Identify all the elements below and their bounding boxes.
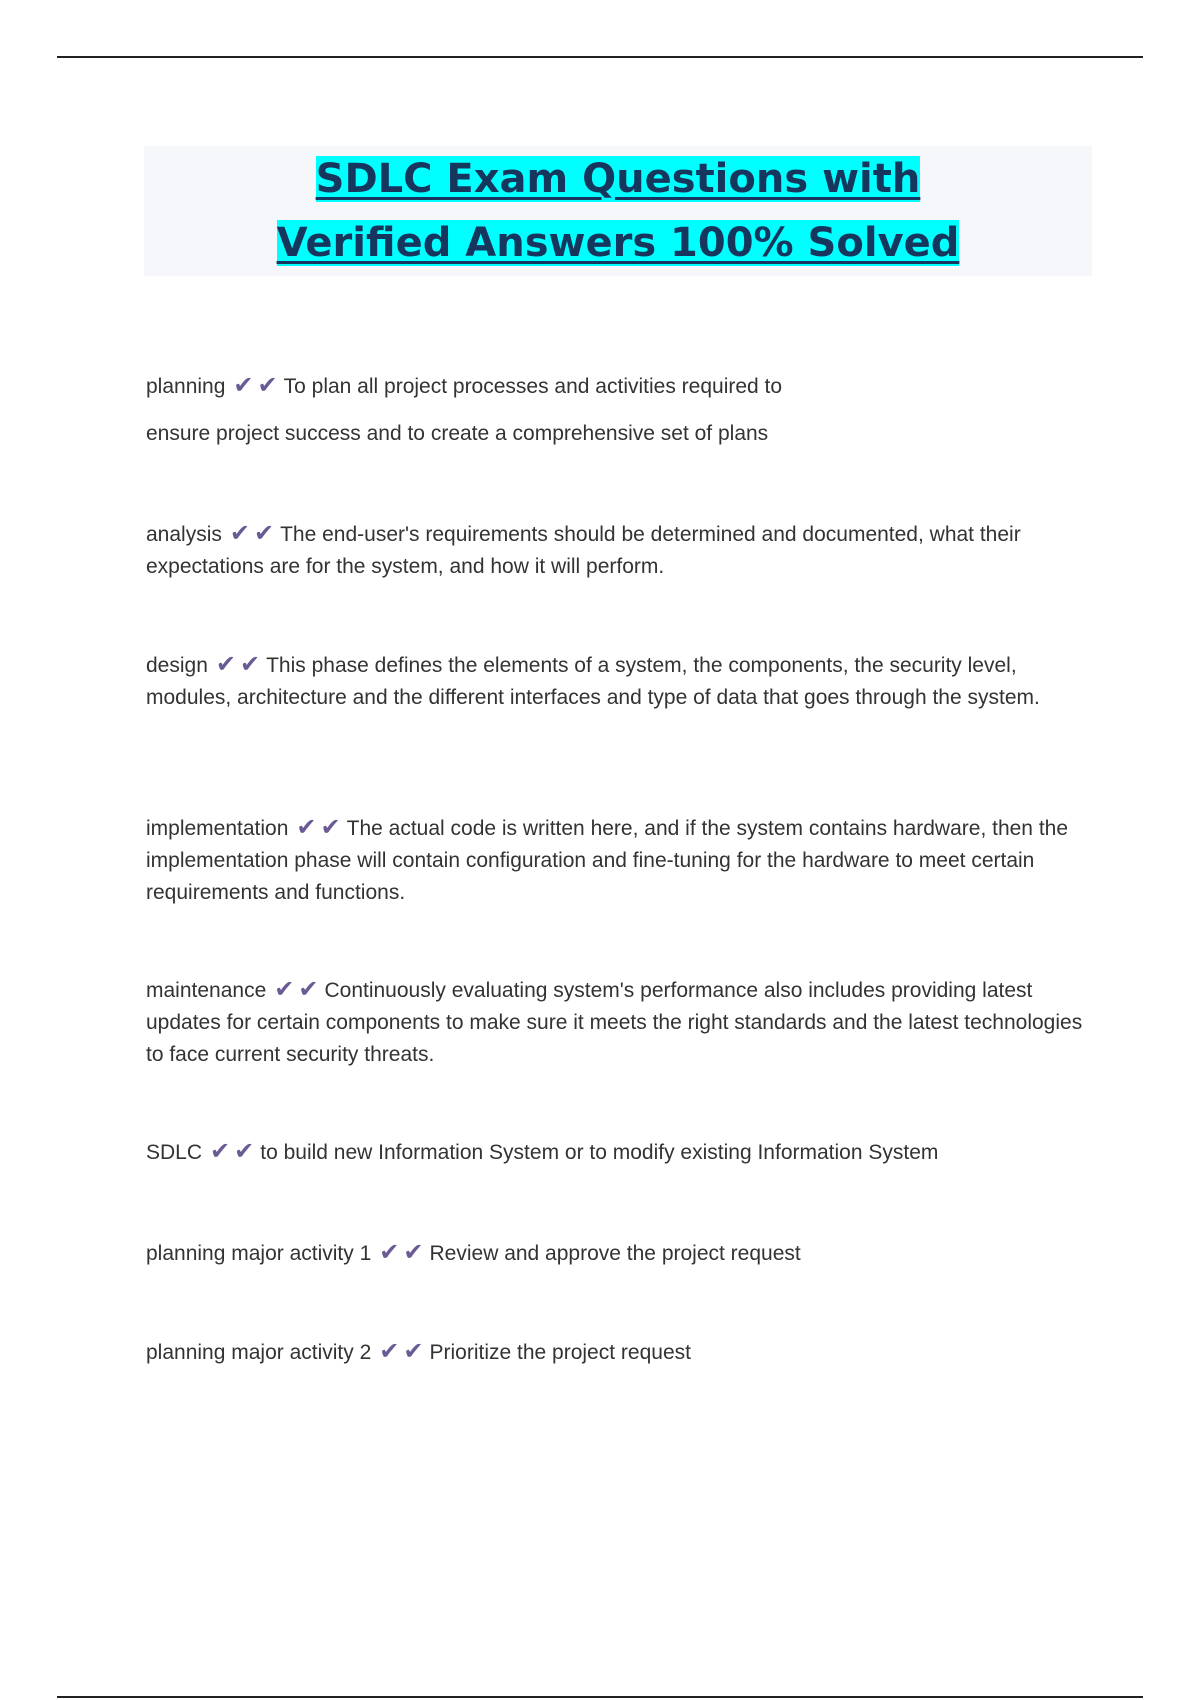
check-mark-icon: ✔: [229, 520, 250, 547]
qa-item: [146, 370, 1096, 450]
check-mark-icon: ✔: [234, 1138, 255, 1165]
qa-item: [146, 974, 1096, 1071]
check-mark-icon: ✔: [320, 814, 341, 841]
document-title-text: SDLC Exam Questions with Verified Answers 100% Solved: [276, 156, 960, 266]
answer: The end-user's requirements should be determined and documented, what their expectations are for the system, and how it will perform.: [146, 523, 1021, 578]
check-mark-icon: ✔: [274, 976, 295, 1003]
answer: The actual code is written here, and if the system contains hardware, then the implementation phase will contain configuration and fine-tuning for the hardware to meet certain requirements and functions.: [146, 817, 1069, 904]
check-marks: [272, 976, 320, 1003]
qa-item: [146, 1336, 1096, 1369]
check-mark-icon: ✔: [403, 1338, 424, 1365]
check-marks: [228, 520, 276, 547]
check-mark-icon: ✔: [257, 372, 278, 399]
check-marks: [231, 372, 279, 399]
check-mark-icon: ✔: [253, 520, 275, 547]
check-mark-icon: ✔: [240, 651, 261, 678]
check-mark-icon: ✔: [298, 976, 319, 1003]
title-banner: [144, 146, 1092, 276]
answer: to build new Information System or to modify existing Information System: [260, 1141, 939, 1164]
term: planning major activity 2: [146, 1341, 372, 1364]
answer: Continuously evaluating system's performance also includes providing latest updates for certain components to make sure it meets the right standards and the latest technologies to face current security threats.: [146, 979, 1083, 1066]
term: implementation: [146, 817, 289, 840]
term: design: [146, 654, 208, 677]
qa-item: [146, 518, 1096, 583]
answer-continued: ensure project success and to create a comprehensive set of plans: [146, 422, 769, 445]
check-mark-icon: ✔: [215, 651, 236, 678]
check-mark-icon: ✔: [379, 1239, 400, 1266]
check-mark-icon: ✔: [403, 1239, 424, 1266]
term: maintenance: [146, 979, 267, 1002]
top-rule: [57, 56, 1143, 58]
check-mark-icon: ✔: [210, 1138, 231, 1165]
qa-item: [146, 812, 1096, 909]
answer: This phase defines the elements of a system, the components, the security level, modules, architecture and the different interfaces and type of data that goes through the system.: [146, 654, 1040, 709]
answer: To plan all project processes and activities required to: [283, 375, 783, 398]
check-mark-icon: ✔: [296, 814, 317, 841]
qa-item: [146, 1237, 1096, 1270]
answer: Review and approve the project request: [429, 1242, 801, 1265]
check-marks: [208, 1138, 256, 1165]
term: planning major activity 1: [146, 1242, 372, 1265]
bottom-rule: [57, 1696, 1143, 1698]
document-title: [238, 147, 998, 275]
answer: Prioritize the project request: [429, 1341, 691, 1364]
term: planning: [146, 375, 226, 398]
check-mark-icon: ✔: [233, 372, 254, 399]
term: SDLC: [146, 1141, 203, 1164]
qa-item: [146, 649, 1096, 714]
check-marks: [214, 651, 262, 678]
check-marks: [294, 814, 342, 841]
check-marks: [377, 1338, 425, 1365]
term: analysis: [146, 523, 222, 546]
check-marks: [377, 1239, 425, 1266]
check-mark-icon: ✔: [379, 1338, 400, 1365]
qa-item: [146, 1136, 1096, 1169]
